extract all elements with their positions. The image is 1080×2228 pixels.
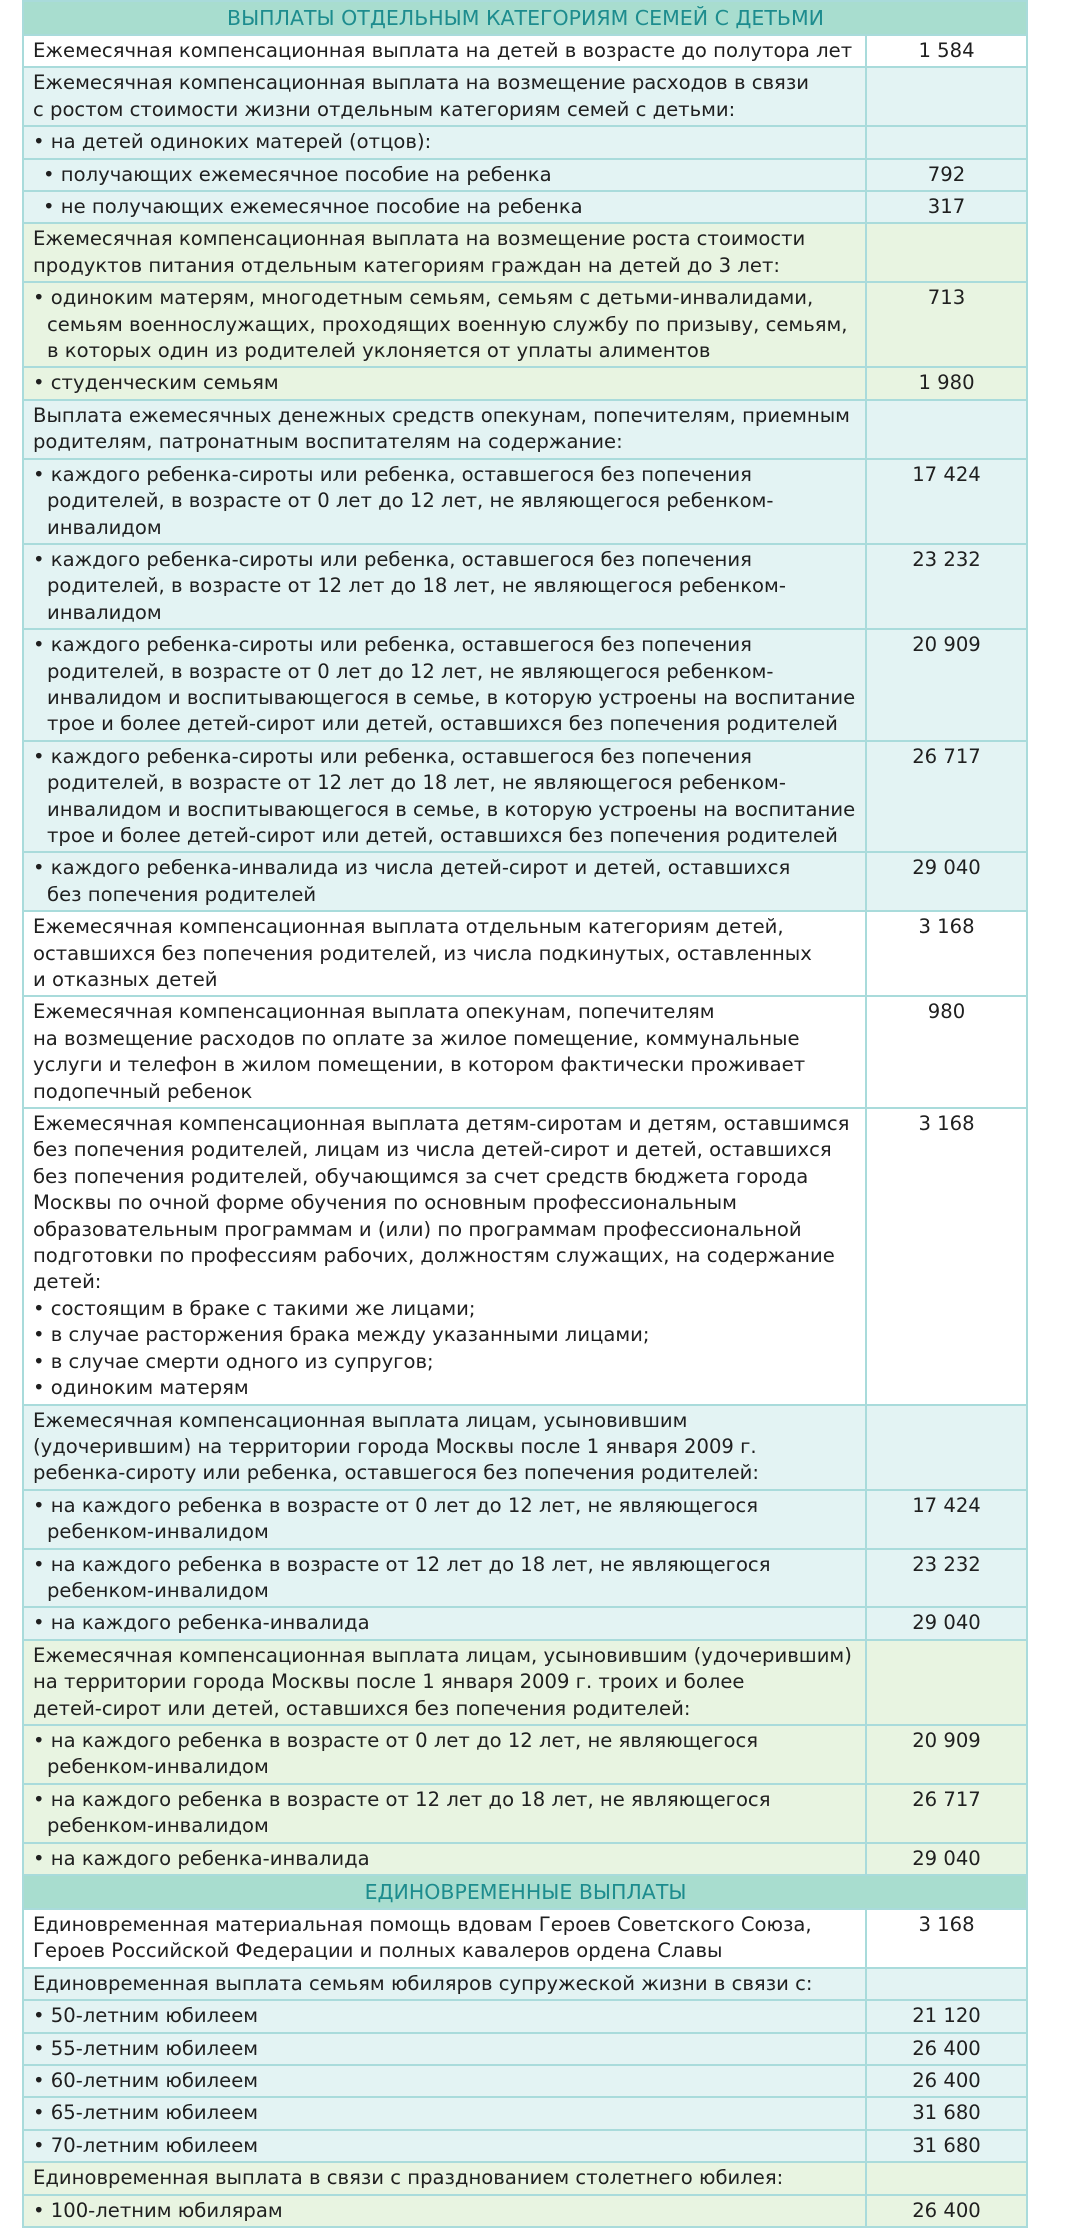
payment-amount: 20 909 bbox=[866, 1725, 1027, 1784]
description-line: • каждого ребенка-инвалида из числа детей-сирот и детей, оставшихся bbox=[33, 856, 791, 880]
description-line: Героев Российской Федерации и полных кавалеров ордена Славы bbox=[33, 1939, 723, 1963]
description-line: оставшихся без попечения родителей, из числа подкинутых, оставленных bbox=[33, 941, 812, 965]
description-line: инвалидом bbox=[47, 515, 162, 539]
table-row bbox=[23, 2195, 1027, 2227]
description-line: Ежемесячная компенсационная выплата лицам, усыновившим (удочерившим) bbox=[33, 1643, 852, 1667]
description-line: без попечения родителей, обучающимся за счет средств бюджета города bbox=[33, 1164, 809, 1188]
table-row bbox=[23, 1640, 1027, 1725]
payment-amount: 792 bbox=[866, 159, 1027, 191]
table-row bbox=[23, 67, 1027, 126]
payment-amount: 23 232 bbox=[866, 1549, 1027, 1608]
payment-amount: 26 400 bbox=[866, 2195, 1027, 2227]
description-line: в которых один из родителей уклоняется от уплаты алиментов bbox=[47, 339, 711, 363]
table-row bbox=[23, 1725, 1027, 1784]
description-line: • 100-летним юбилярам bbox=[33, 2198, 283, 2222]
table-row bbox=[23, 2097, 1027, 2129]
table-row bbox=[23, 459, 1027, 544]
payment-amount: 713 bbox=[866, 282, 1027, 367]
description-line: родителям, патронатным воспитателям на содержание: bbox=[33, 430, 623, 454]
payment-amount: 26 400 bbox=[866, 2065, 1027, 2097]
payment-description bbox=[23, 1725, 866, 1784]
description-line: трое и более детей-сирот или детей, оставшихся без попечения родителей bbox=[47, 823, 838, 847]
payment-amount: 3 168 bbox=[866, 1108, 1027, 1404]
payment-amount: 31 680 bbox=[866, 2097, 1027, 2129]
description-line: услуги и телефон в жилом помещении, в котором фактически проживает bbox=[33, 1053, 806, 1077]
description-line: Ежемесячная компенсационная выплата на детей в возрасте до полутора лет bbox=[33, 39, 853, 62]
description-line: • одиноким матерям bbox=[33, 1376, 249, 1400]
payment-description bbox=[23, 1843, 866, 1875]
payment-amount: 29 040 bbox=[866, 852, 1027, 911]
table-row bbox=[23, 629, 1027, 741]
payment-amount bbox=[866, 67, 1027, 126]
payments-table-container bbox=[22, 0, 1026, 2228]
description-line: • не получающих ежемесячное пособие на ребенка bbox=[43, 195, 583, 219]
payment-amount: 31 680 bbox=[866, 2130, 1027, 2162]
payment-amount: 26 717 bbox=[866, 741, 1027, 853]
payment-amount bbox=[866, 1640, 1027, 1725]
description-line: детей: bbox=[33, 1270, 102, 1294]
description-line: и отказных детей bbox=[33, 968, 218, 991]
description-line: родителей, в возрасте от 12 лет до 18 лет, не являющегося ребенком- bbox=[47, 771, 786, 795]
description-line: Ежемесячная компенсационная выплата на возмещение расходов в связи bbox=[33, 71, 809, 95]
payment-description bbox=[23, 1784, 866, 1843]
table-row bbox=[23, 1968, 1027, 2000]
payment-amount: 26 400 bbox=[866, 2033, 1027, 2065]
table-row bbox=[23, 1607, 1027, 1639]
description-line: • одиноким матерям, многодетным семьям, семьям с детьми-инвалидами, bbox=[33, 286, 814, 310]
description-line: родителей, в возрасте от 0 лет до 12 лет, не являющегося ребенком- bbox=[47, 489, 774, 513]
description-line: на возмещение расходов по оплате за жилое помещение, коммунальные bbox=[33, 1026, 800, 1050]
description-line: • на каждого ребенка в возрасте от 12 лет до 18 лет, не являющегося bbox=[33, 1787, 771, 1811]
payment-description bbox=[23, 67, 866, 126]
description-line: • на каждого ребенка в возрасте от 0 лет до 12 лет, не являющегося bbox=[33, 1493, 759, 1517]
payments-table-body bbox=[23, 1, 1027, 2227]
payment-description bbox=[23, 1607, 866, 1639]
description-line: Москвы по очной форме обучения по основным профессиональным bbox=[33, 1191, 737, 1215]
description-line: • на каждого ребенка в возрасте от 12 лет до 18 лет, не являющегося bbox=[33, 1552, 771, 1576]
table-row bbox=[23, 1490, 1027, 1549]
section-title: ЕДИНОВРЕМЕННЫЕ ВЫПЛАТЫ bbox=[23, 1875, 1027, 1909]
description-line: инвалидом и воспитывающегося в семье, в которую устроены на воспитание bbox=[47, 685, 856, 709]
description-line: • на каждого ребенка-инвалида bbox=[33, 1611, 370, 1635]
payment-amount bbox=[866, 400, 1027, 459]
payment-description bbox=[23, 191, 866, 223]
description-line: образовательным программам и (или) по программам профессиональной bbox=[33, 1217, 802, 1241]
description-line: детей-сирот или детей, оставшихся без попечения родителей: bbox=[33, 1696, 691, 1720]
payment-description bbox=[23, 741, 866, 853]
description-line: трое и более детей-сирот или детей, оставшихся без попечения родителей bbox=[47, 712, 838, 736]
payment-description bbox=[23, 2130, 866, 2162]
payment-description bbox=[23, 2033, 866, 2065]
payment-description bbox=[23, 629, 866, 741]
table-row bbox=[23, 2130, 1027, 2162]
description-line: • на каждого ребенка-инвалида bbox=[33, 1846, 370, 1870]
description-line: без попечения родителей, лицам из числа детей-сирот и детей, оставшихся bbox=[33, 1138, 832, 1162]
description-line: ребенком-инвалидом bbox=[47, 1814, 269, 1838]
description-line: • каждого ребенка-сироты или ребенка, оставшегося без попечения bbox=[33, 744, 752, 768]
description-line: • в случае расторжения брака между указанными лицами; bbox=[33, 1323, 650, 1347]
section-header bbox=[23, 1, 1027, 35]
description-line: (удочерившим) на территории города Москвы после 1 января 2009 г. bbox=[33, 1434, 757, 1458]
description-line: ребенка-сироту или ребенка, оставшегося без попечения родителей: bbox=[33, 1461, 759, 1485]
payment-description bbox=[23, 1108, 866, 1404]
table-row bbox=[23, 911, 1027, 996]
description-line: инвалидом и воспитывающегося в семье, в которую устроены на воспитание bbox=[47, 797, 856, 821]
payment-description bbox=[23, 35, 866, 67]
description-line: родителей, в возрасте от 12 лет до 18 лет, не являющегося ребенком- bbox=[47, 574, 786, 598]
description-line: Выплата ежемесячных денежных средств опекунам, попечителям, приемным bbox=[33, 403, 850, 427]
description-line: • в случае смерти одного из супругов; bbox=[33, 1349, 434, 1373]
payment-amount bbox=[866, 223, 1027, 282]
description-line: • получающих ежемесячное пособие на ребенка bbox=[43, 162, 552, 186]
payment-amount: 17 424 bbox=[866, 459, 1027, 544]
table-row bbox=[23, 35, 1027, 67]
payment-description bbox=[23, 1405, 866, 1490]
table-row bbox=[23, 2033, 1027, 2065]
payment-amount: 1 584 bbox=[866, 35, 1027, 67]
table-row bbox=[23, 1108, 1027, 1404]
payment-description bbox=[23, 1490, 866, 1549]
description-line: без попечения родителей bbox=[47, 882, 317, 906]
table-row bbox=[23, 282, 1027, 367]
table-row bbox=[23, 1784, 1027, 1843]
description-line: • 60-летним юбилеем bbox=[33, 2069, 259, 2093]
payment-amount: 26 717 bbox=[866, 1784, 1027, 1843]
description-line: • на каждого ребенка в возрасте от 0 лет до 12 лет, не являющегося bbox=[33, 1728, 759, 1752]
payment-amount: 980 bbox=[866, 996, 1027, 1108]
payment-amount: 3 168 bbox=[866, 911, 1027, 996]
payment-description bbox=[23, 1549, 866, 1608]
description-line: подопечный ребенок bbox=[33, 1079, 253, 1103]
description-line: • каждого ребенка-сироты или ребенка, оставшегося без попечения bbox=[33, 462, 752, 486]
table-row bbox=[23, 1843, 1027, 1875]
table-row bbox=[23, 996, 1027, 1108]
payment-description bbox=[23, 2097, 866, 2129]
table-row bbox=[23, 367, 1027, 399]
payments-table bbox=[22, 0, 1028, 2228]
table-row bbox=[23, 126, 1027, 158]
payment-amount: 17 424 bbox=[866, 1490, 1027, 1549]
payment-description bbox=[23, 911, 866, 996]
payment-amount bbox=[866, 2162, 1027, 2194]
payment-description bbox=[23, 2195, 866, 2227]
table-row bbox=[23, 544, 1027, 629]
description-line: ребенком-инвалидом bbox=[47, 1578, 269, 1602]
payment-description bbox=[23, 1909, 866, 1968]
description-line: с ростом стоимости жизни отдельным категориям семей с детьми: bbox=[33, 97, 736, 121]
description-line: семьям военнослужащих, проходящих военную службу по призыву, семьям, bbox=[47, 312, 848, 336]
description-line: • состоящим в браке с такими же лицами; bbox=[33, 1296, 476, 1320]
table-row bbox=[23, 159, 1027, 191]
payment-amount: 21 120 bbox=[866, 2000, 1027, 2032]
payment-description bbox=[23, 459, 866, 544]
payment-description bbox=[23, 1640, 866, 1725]
description-line: на территории города Москвы после 1 января 2009 г. троих и более bbox=[33, 1670, 745, 1694]
payment-amount: 23 232 bbox=[866, 544, 1027, 629]
payment-description bbox=[23, 223, 866, 282]
table-row bbox=[23, 191, 1027, 223]
table-row bbox=[23, 852, 1027, 911]
table-row bbox=[23, 1405, 1027, 1490]
payment-description bbox=[23, 544, 866, 629]
payment-description bbox=[23, 2000, 866, 2032]
payment-description bbox=[23, 400, 866, 459]
payment-amount: 317 bbox=[866, 191, 1027, 223]
table-row bbox=[23, 2000, 1027, 2032]
description-line: Единовременная материальная помощь вдовам Героев Советского Союза, bbox=[33, 1913, 812, 1936]
payment-description bbox=[23, 852, 866, 911]
description-line: Ежемесячная компенсационная выплата отдельным категориям детей, bbox=[33, 915, 784, 939]
description-line: • каждого ребенка-сироты или ребенка, оставшегося без попечения bbox=[33, 633, 752, 657]
payment-amount: 20 909 bbox=[866, 629, 1027, 741]
description-line: Ежемесячная компенсационная выплата на возмещение роста стоимости bbox=[33, 227, 806, 251]
payment-amount bbox=[866, 1405, 1027, 1490]
description-line: ребенком-инвалидом bbox=[47, 1755, 269, 1779]
description-line: родителей, в возрасте от 0 лет до 12 лет, не являющегося ребенком- bbox=[47, 659, 774, 683]
description-line: подготовки по профессиям рабочих, должностям служащих, на содержание bbox=[33, 1244, 835, 1268]
table-row bbox=[23, 2065, 1027, 2097]
payment-amount: 3 168 bbox=[866, 1909, 1027, 1968]
description-line: продуктов питания отдельным категориям граждан на детей до 3 лет: bbox=[33, 253, 780, 277]
payment-description bbox=[23, 996, 866, 1108]
payment-amount: 29 040 bbox=[866, 1607, 1027, 1639]
description-line: • 55-летним юбилеем bbox=[33, 2036, 259, 2060]
table-row bbox=[23, 223, 1027, 282]
description-line: • 65-летним юбилеем bbox=[33, 2101, 259, 2125]
description-line: • студенческим семьям bbox=[33, 371, 279, 395]
payment-amount bbox=[866, 126, 1027, 158]
payment-description bbox=[23, 126, 866, 158]
description-line: Ежемесячная компенсационная выплата детям-сиротам и детям, оставшимся bbox=[33, 1112, 850, 1136]
description-line: инвалидом bbox=[47, 600, 162, 624]
payment-description bbox=[23, 1968, 866, 2000]
payment-description bbox=[23, 2065, 866, 2097]
description-line: Ежемесячная компенсационная выплата опекунам, попечителям bbox=[33, 1000, 715, 1024]
payment-description bbox=[23, 2162, 866, 2194]
payment-description bbox=[23, 159, 866, 191]
description-line: • на детей одиноких матерей (отцов): bbox=[33, 130, 432, 154]
description-line: • каждого ребенка-сироты или ребенка, оставшегося без попечения bbox=[33, 547, 752, 571]
description-line: Ежемесячная компенсационная выплата лицам, усыновившим bbox=[33, 1408, 688, 1432]
payment-amount: 1 980 bbox=[866, 367, 1027, 399]
section-header bbox=[23, 1875, 1027, 1909]
table-row bbox=[23, 400, 1027, 459]
section-title: ВЫПЛАТЫ ОТДЕЛЬНЫМ КАТЕГОРИЯМ СЕМЕЙ С ДЕТЬМИ bbox=[23, 1, 1027, 35]
payment-amount: 29 040 bbox=[866, 1843, 1027, 1875]
table-row bbox=[23, 1549, 1027, 1608]
table-row bbox=[23, 741, 1027, 853]
description-line: Единовременная выплата в связи с празднованием столетнего юбилея: bbox=[33, 2166, 784, 2190]
description-line: Единовременная выплата семьям юбиляров супружеской жизни в связи с: bbox=[33, 1971, 813, 1995]
payment-description bbox=[23, 367, 866, 399]
table-row bbox=[23, 2162, 1027, 2194]
table-row bbox=[23, 1909, 1027, 1968]
description-line: • 50-летним юбилеем bbox=[33, 2004, 259, 2028]
description-line: • 70-летним юбилеем bbox=[33, 2133, 259, 2157]
description-line: ребенком-инвалидом bbox=[47, 1520, 269, 1544]
payment-description bbox=[23, 282, 866, 367]
payment-amount bbox=[866, 1968, 1027, 2000]
